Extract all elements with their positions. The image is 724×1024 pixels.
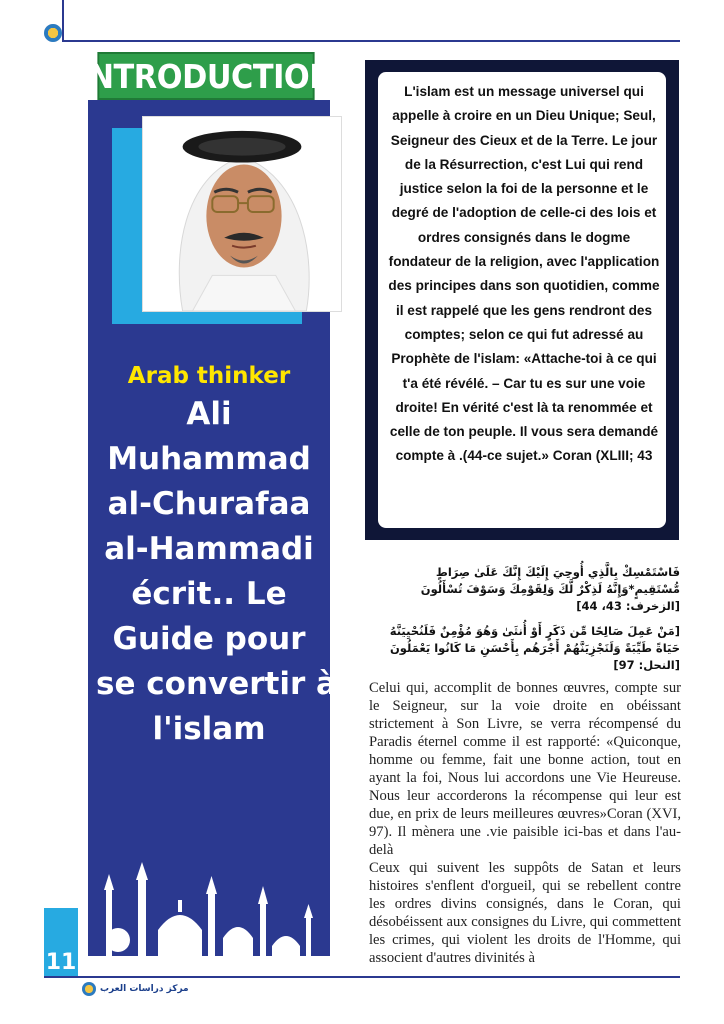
quran-verse: [مَنْ عَمِلَ صَالِحًا مِّن ذَكَرٍ أَوْ أُنثَىٰ وَهُوَ مُؤْمِنٌ فَلَنُحْيِيَنَّهُ حَيَاةً طَيِّبَةً وَلَنَجْزِيَنَّهُمْ أَجْرَهُم بِأَحْسَنِ مَا كَانُوا يَعْمَلُونَ [النحل: 97] [389, 624, 680, 672]
quran-verse: فَاسْتَمْسِكْ بِالَّذِي أُوحِيَ إِلَيْكَ إِنَّكَ عَلَىٰ صِرَاطٍ مُّسْتَقِيمٍ*وَإِنَّهُ لَذِكْرٌ لَّكَ وَلِقَوْمِكَ وَسَوْفَ تُسْأَلُونَ [الزخرف: 43، 44] [420, 565, 680, 613]
author-line: Ali [186, 396, 232, 432]
bottom-rule [44, 976, 680, 978]
author-name [96, 392, 337, 752]
page-number: 11 [45, 950, 77, 975]
portrait-photo [142, 116, 342, 312]
publisher-name: مركز دراسات العرب [100, 984, 189, 994]
author-line: se convertir à [96, 666, 337, 702]
quote-text: L'islam est un message universel qui appelle à croire en un Dieu Unique; Seul, Seigneur des Cieux et de la Terre. Le jour de la Résurrection, c'est Lui qui rend justice selon la foi de la personne et le degré de l'adoption de celle-ci des lois et ordres consignés dans le dogme fondateur de la religion, avec l'application des principes dans son quotidien, comme il est rappelé que les gens rendront des comptes; selon ce qui fut adressé au Prophète de l'islam: «Attache-toi à ce qui t'a été révélé. – Car tu es sur une voie droite! En vérité c'est là ta renommée et celle de ton peuple. Il vous sera demandé compte à .(44-ce sujet.» Coran (XLIII; 43 [388, 84, 660, 464]
top-rule [62, 40, 680, 42]
publisher-logo [82, 981, 189, 997]
paragraph: Ceux qui suivent les suppôts de Satan et leurs histoires s'enflent d'orgueil, qui se rebellent contre les ordres divins consignés, dans le Coran, qui désobéissent aux consignes du Livre, qui commettent les crimes, qui violent les droits de l'Homme, qui associent d'autres divinités à [369, 860, 681, 966]
author-line: al-Churafaa [107, 486, 311, 522]
left-rule [62, 0, 64, 40]
mosque-skyline-icon [88, 860, 330, 970]
author-line: Guide pour [112, 621, 306, 657]
emblem-icon [44, 24, 62, 42]
emblem-icon [82, 982, 96, 996]
page-title: INTRODUCTION [97, 52, 314, 100]
author-line: al-Hammadi [104, 531, 314, 567]
portrait-illustration [143, 117, 341, 311]
article-body [369, 679, 681, 967]
profile-subtitle: Arab thinker [127, 363, 291, 389]
author-line: Muhammad [107, 441, 311, 477]
paragraph: Celui qui, accomplit de bonnes œuvres, compte sur le Seigneur, sur la voie droite en obéissant strictement à Son Livre, se verra récompensé du Paradis éternel comme il est rapporté: «Quiconque, homme ou femme, fait une bonne action, tout en ayant la foi, Nous lui accordons une Vie Heureuse. Nous leur accorderons la récompense qui leur est due, en prix de leurs meilleures œuvres»Coran (XVI, 97). Il mènera une .vie paisible ici-bas et dans l'au-delà [369, 680, 681, 858]
author-line: écrit.. Le [131, 576, 287, 612]
author-line: l'islam [152, 711, 266, 747]
